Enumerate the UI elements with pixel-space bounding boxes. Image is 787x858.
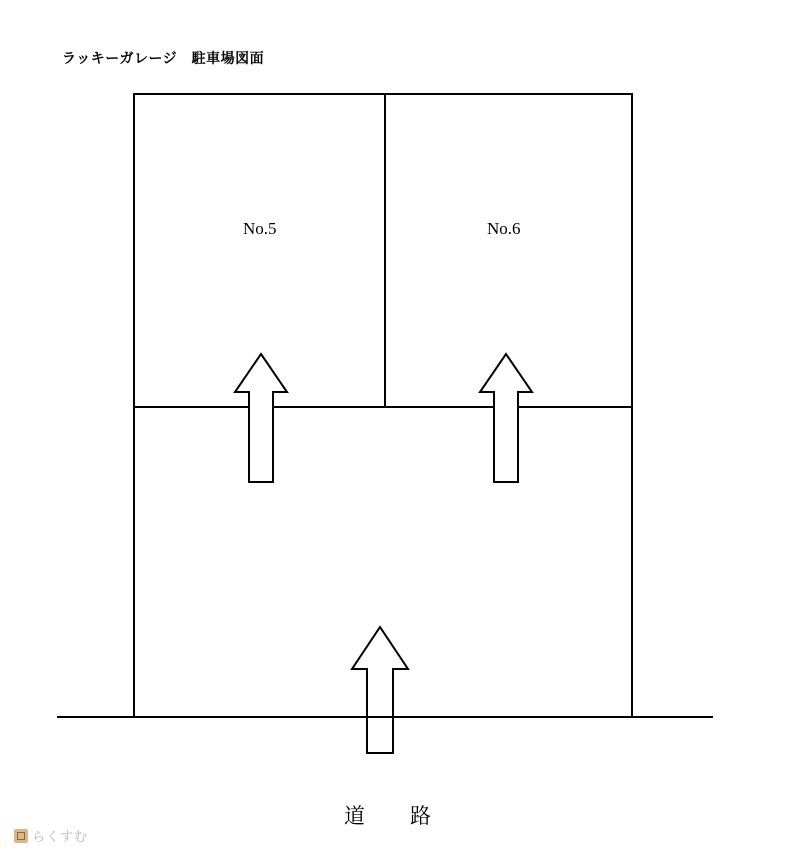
stall-label-no6: No.6 bbox=[487, 219, 521, 238]
watermark-text: らくすむ bbox=[32, 829, 89, 844]
road-boundary-line bbox=[57, 716, 713, 718]
arrow-stall-no5 bbox=[233, 352, 289, 484]
house-icon bbox=[14, 829, 28, 843]
arrow-stall-no6 bbox=[478, 352, 534, 484]
road-label: 道 路 bbox=[344, 804, 443, 828]
garage-block bbox=[133, 93, 633, 408]
arrow-entrance bbox=[349, 625, 411, 755]
stall-label-no5: No.5 bbox=[243, 219, 277, 238]
footer-watermark bbox=[14, 826, 88, 845]
page-title: ラッキーガレージ 駐車場図面 bbox=[62, 50, 265, 66]
stall-divider bbox=[384, 95, 386, 406]
